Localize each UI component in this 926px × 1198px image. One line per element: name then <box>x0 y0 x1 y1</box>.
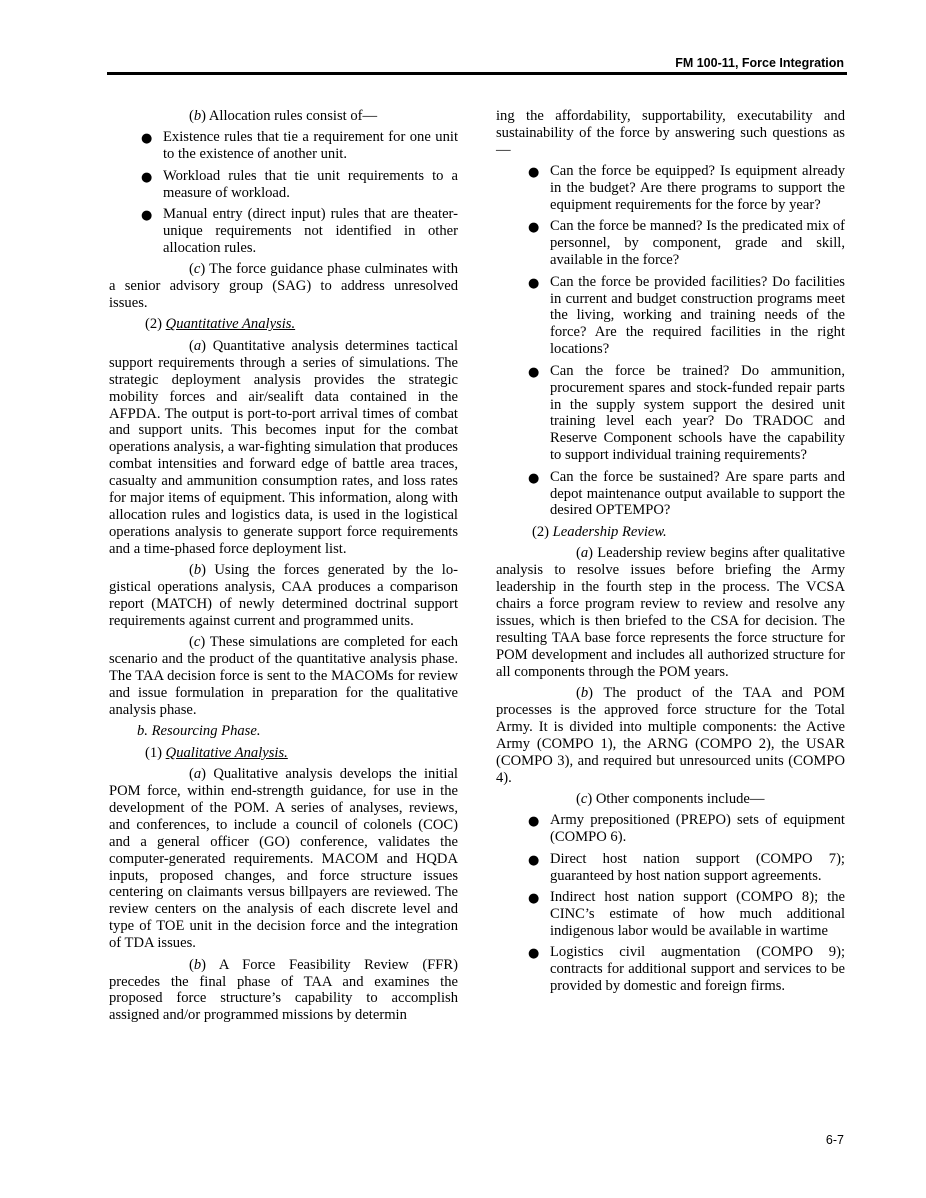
list-item: ● Existence rules that tie a requirement for one unit to the existence of another unit. <box>141 129 458 163</box>
quantitative-b-paragraph: (b) Using the forces generated by the logistical operations analysis, CAA produces a comparison report (MATCH) of newly determined doctrinal support requirements against current and programmed units. <box>109 562 458 629</box>
bullet-icon: ● <box>528 946 540 962</box>
quantitative-analysis-heading: (2) Quantitative Analysis. <box>145 316 296 333</box>
continuation-paragraph: ing the affordability, supportability, executability and sustainability of the force by answering such questions as— <box>496 108 845 158</box>
list-item: ● Can the force be provided facilities? Do facilities in current and budget construction programs meet the living, working and training needs of the force? Are the required facilities in the right locations? <box>528 273 845 358</box>
qualitative-analysis-heading: (1) Qualitative Analysis. <box>145 744 288 761</box>
list-item: ● Can the force be trained? Do ammunition, procurement spares and stock-funded repair parts in the supply system support the desired unit training level each year? Do TRADOC and Reserve Component schools have the capability to support individual training requirements? <box>528 362 845 464</box>
force-guidance-paragraph: (c) The force guidance phase culminates with a senior advisory group (SAG) to address unresolved issues. <box>109 261 458 312</box>
qualitative-b-paragraph: (b) A Force Feasibility Review (FFR) precedes the final phase of TAA and examines the proposed force structure’s capability to accomplish assigned and/or programmed missions by determin <box>109 956 458 1024</box>
bullet-icon: ● <box>528 275 540 291</box>
list-item: ● Workload rules that tie unit requirements to a measure of workload. <box>141 167 458 201</box>
bullet-icon: ● <box>528 890 540 906</box>
right-column <box>496 108 845 999</box>
bullet-icon: ● <box>528 470 540 486</box>
bullet-icon: ● <box>141 131 153 147</box>
list-item: ● Can the force be equipped? Is equipment already in the budget? Are there programs to support the equipment requirements for the force by year? <box>528 163 845 214</box>
header-rule <box>107 72 847 75</box>
list-item: ● Can the force be sustained? Are spare parts and depot maintenance output available to support the desired OPTEMPO? <box>528 468 845 519</box>
leadership-review-heading: (2) Leadership Review. <box>532 523 667 540</box>
quantitative-a-paragraph: (a) Quantitative analysis determines tactical support requirements through a series of simulations. The strategic deployment analysis provides the strategic mobility forces and air/sealift data contained in the AFPDA. The output is port-to-port arrival times of combat and support units. This becomes input for the combat operations analysis, a war-fighting simulation that produces combat intensities and forward edge of battle area traces, casualty and ammunition consumption rates, and loss rates for major items of equipment. This information, along with allocation rules and logistics data, is used in the logistical operations analysis to generate support force requirements and a time-phased force deployment list. <box>109 337 458 557</box>
bullet-icon: ● <box>528 165 540 181</box>
list-item: ● Manual entry (direct input) rules that are theater-unique requirements not identified in other allocation rules. <box>141 206 458 256</box>
page-number: 6-7 <box>825 1133 844 1147</box>
list-item: ● Direct host nation support (COMPO 7); guaranteed by host nation support agreements. <box>528 850 845 884</box>
leadership-a-paragraph: (a) Leadership review begins after qualitative analysis to resolve issues before briefing the Army leadership in the fourth step in the process. The VCSA chairs a force program review to review and resolve any issues, which is then briefed to the CSA for decision. The resulting TAA base force represents the force structure for POM development and includes all authorized structure for all components through the POM years. <box>496 545 845 680</box>
resourcing-phase-heading: b. Resourcing Phase. <box>137 723 261 740</box>
qualitative-a-paragraph: (a) Qualitative analysis develops the initial POM force, within end-strength guidance, for use in the development of the POM. A series of analyses, reviews, and conferences, to include a council of colonels (COC) and a general officer (GO) conference, validates the computer-generated requirements. MACOM and HQDA inputs, proposed changes, and force structure issues centering on claimants versus billpayers are reviewed. The review centers on the analysis of each discrete level and type of TOE unit in the decision force and the integration of TDA issues. <box>109 766 458 952</box>
bullet-icon: ● <box>528 814 540 830</box>
bullet-icon: ● <box>528 852 540 868</box>
list-item: ● Army prepositioned (PREPO) sets of equipment (COMPO 6). <box>528 812 845 846</box>
list-item: ● Logistics civil augmentation (COMPO 9); contracts for additional support and services to be provided by domestic and foreign firms. <box>528 944 845 994</box>
allocation-rules-intro: (b) Allocation rules consist of— <box>189 108 378 124</box>
bullet-icon: ● <box>528 220 540 236</box>
leadership-c-paragraph: (c) Other components include— <box>576 790 765 807</box>
list-item: ● Can the force be manned? Is the predicated mix of personnel, by component, grade and skill, available in the force? <box>528 218 845 269</box>
other-components-list <box>496 812 845 995</box>
bullet-icon: ● <box>141 208 153 224</box>
running-header: FM 100-11, Force Integration <box>675 56 844 70</box>
allocation-rules-list <box>109 129 458 256</box>
leadership-b-paragraph: (b) The product of the TAA and POM processes is the approved force structure for the Total Army. It is divided into multiple components: the Active Army (COMPO 1), the ARNG (COMPO 2), the USAR (COMPO 3), and required but unresourced units (COMPO 4). <box>496 685 845 786</box>
bullet-icon: ● <box>141 169 153 185</box>
left-column <box>109 108 458 1029</box>
feasibility-questions-list <box>496 163 845 519</box>
list-item: ● Indirect host nation support (COMPO 8); the CINC’s estimate of how much additional indigenous labor would be available in wartime <box>528 888 845 939</box>
bullet-icon: ● <box>528 364 540 380</box>
quantitative-c-paragraph: (c) These simulations are completed for each scenario and the product of the quantitative analysis phase. The TAA decision force is sent to the MACOMs for review and issue formulation in preparation for the qualitative analysis phase. <box>109 634 458 718</box>
